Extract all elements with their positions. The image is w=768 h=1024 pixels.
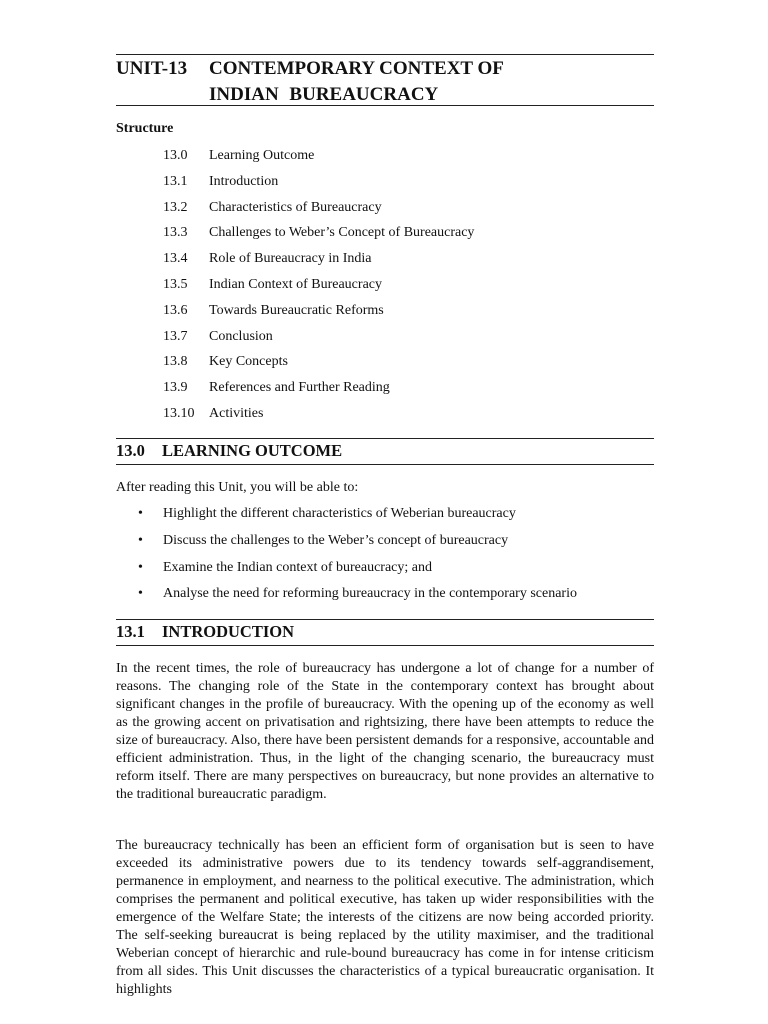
title-bottom-rule xyxy=(116,105,654,106)
bullet-text: Discuss the challenges to the Weber’s concept of bureaucracy xyxy=(163,532,509,548)
section-title: INTRODUCTION xyxy=(162,622,295,641)
toc-title: Characteristics of Bureaucracy xyxy=(209,199,382,215)
toc-number: 13.10 xyxy=(163,405,195,421)
bullet-text: Highlight the different characteristics of Weberian bureaucracy xyxy=(163,506,516,521)
bullet-text: Analyse the need for reforming bureaucracy in the contemporary scenario xyxy=(163,586,577,602)
section-number: 13.1 xyxy=(116,622,145,641)
toc-title: Role of Bureaucracy in India xyxy=(209,251,372,267)
toc-title: Learning Outcome xyxy=(209,148,315,163)
toc-title: Towards Bureaucratic Reforms xyxy=(209,302,384,318)
toc-number: 13.5 xyxy=(163,276,188,292)
introduction-paragraph-2: The bureaucracy technically has been an efficient form of organisation but is seen to have exceeded its administrative powers due to its tendency towards self-aggrandisement, permanence in employment, and nearness to the political executive. The administration, which comprises the permanent and political executive, has taken up wider responsibilities with the emergence of the Welfare State; the interests of the citizens are now being accorded priority. The self-seeking bureaucrat is being replaced by the utility maximiser, and the traditional Weberian concept of hierarchic and rule-bound bureaucracy has come in for intense criticism from all sides. This Unit discusses the characteristics of a typical bureaucratic organisation. It highlights xyxy=(116,838,654,997)
toc-number: 13.3 xyxy=(163,225,188,241)
toc-title: Conclusion xyxy=(209,328,273,344)
section-heading-learning-outcome xyxy=(116,441,342,461)
toc-number: 13.8 xyxy=(163,354,188,370)
toc-title: Activities xyxy=(209,405,264,421)
section-13-1-top-rule xyxy=(116,619,654,620)
toc-number: 13.6 xyxy=(163,302,188,318)
toc-number: 13.2 xyxy=(163,199,188,215)
title-top-rule xyxy=(116,54,654,55)
bullet-marker: • xyxy=(138,532,143,548)
section-number: 13.0 xyxy=(116,441,145,460)
unit-title-line-1: CONTEMPORARY CONTEXT OF xyxy=(209,58,504,79)
toc-title: Challenges to Weber’s Concept of Bureaucracy xyxy=(209,225,475,241)
toc-number: 13.7 xyxy=(163,328,188,344)
toc-title: Key Concepts xyxy=(209,354,288,370)
unit-title-line-2: INDIAN BUREAUCRACY xyxy=(209,84,439,105)
bullet-marker: • xyxy=(138,506,143,521)
toc-title: Introduction xyxy=(209,173,279,189)
structure-label: Structure xyxy=(116,121,174,136)
toc-title: References and Further Reading xyxy=(209,380,390,396)
section-13-0-bottom-rule xyxy=(116,464,654,465)
toc-number: 13.0 xyxy=(163,148,188,163)
toc-title: Indian Context of Bureaucracy xyxy=(209,276,382,292)
section-title: LEARNING OUTCOME xyxy=(162,441,343,460)
section-13-0-top-rule xyxy=(116,438,654,439)
bullet-text: Examine the Indian context of bureaucracy; and xyxy=(163,559,432,575)
bullet-marker: • xyxy=(138,586,143,602)
toc-number: 13.1 xyxy=(163,173,188,189)
unit-number: UNIT-13 xyxy=(116,58,188,79)
bullet-marker: • xyxy=(138,559,143,575)
section-13-1-bottom-rule xyxy=(116,645,654,646)
toc-number: 13.4 xyxy=(163,251,188,267)
section-heading-introduction xyxy=(116,622,294,642)
introduction-paragraph-1: In the recent times, the role of bureaucracy has undergone a lot of change for a number of reasons. The changing role of the State in the contemporary context has brought about significant changes in the profile of bureaucracy. With the opening up of the economy as well as the growing accent on privatisation and rightsizing, there have been attempts to reduce the size of bureaucracy. Also, there have been persistent demands for a responsive, accountable and efficient administration. Thus, in the light of the changing scenario, the bureaucracy must reform itself. There are many perspectives on bureaucracy, but none provides an alternative to the traditional bureaucratic paradigm. xyxy=(116,661,654,802)
learning-outcome-intro: After reading this Unit, you will be able to: xyxy=(116,480,359,495)
toc-number: 13.9 xyxy=(163,380,188,396)
